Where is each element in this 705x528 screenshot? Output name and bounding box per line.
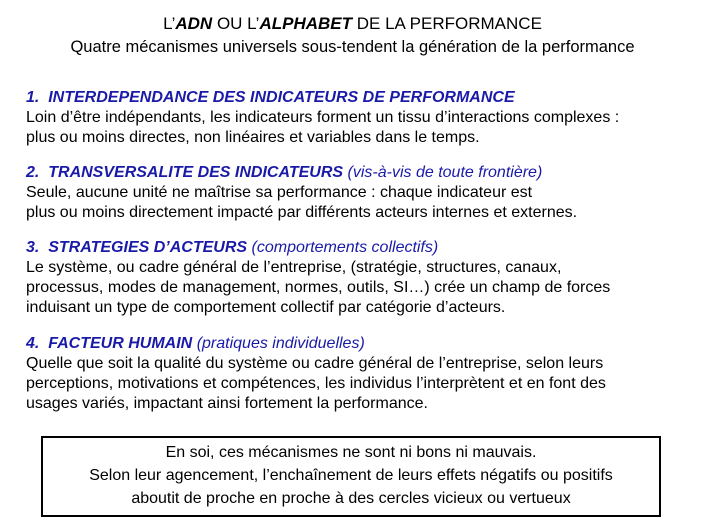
section-3 bbox=[26, 237, 696, 318]
section-heading bbox=[26, 333, 696, 354]
title-adn: ADN bbox=[175, 14, 213, 33]
title-prefix: L’ bbox=[163, 14, 176, 33]
section-text-line: processus, modes de management, normes, outils, SI…) crée un champ de forces bbox=[26, 279, 611, 296]
section-name: STRATEGIES D’ACTEURS bbox=[48, 239, 248, 256]
page-title bbox=[0, 13, 705, 35]
section-2 bbox=[26, 162, 696, 223]
section-parenthetical: (vis-à-vis de toute frontière) bbox=[347, 164, 543, 181]
section-4 bbox=[26, 333, 696, 414]
section-text-line: plus ou moins directes, non linéaires et variables dans le temps. bbox=[26, 129, 480, 146]
conclusion-box bbox=[41, 436, 661, 517]
section-text-line: induisant un type de comportement collectif par catégorie d’acteurs. bbox=[26, 299, 506, 316]
section-text-line: Le système, ou cadre général de l’entreprise, (stratégie, structures, canaux, bbox=[26, 259, 562, 276]
title-suffix: DE LA PERFORMANCE bbox=[352, 14, 542, 33]
section-name: INTERDEPENDANCE DES INDICATEURS DE PERFORMANCE bbox=[48, 89, 515, 106]
section-parenthetical: (pratiques individuelles) bbox=[196, 335, 365, 352]
section-number: 2. bbox=[26, 164, 40, 181]
section-number: 1. bbox=[26, 89, 40, 106]
section-heading bbox=[26, 87, 696, 108]
conclusion-line: En soi, ces mécanismes ne sont ni bons ni mauvais. bbox=[165, 444, 537, 461]
section-name: FACTEUR HUMAIN bbox=[48, 335, 193, 352]
page-subtitle: Quatre mécanismes universels sous-tendent la génération de la performance bbox=[70, 38, 635, 56]
section-1 bbox=[26, 87, 696, 148]
section-number: 4. bbox=[26, 335, 40, 352]
section-heading bbox=[26, 237, 696, 258]
title-alphabet: ALPHABET bbox=[259, 14, 353, 33]
section-text-line: perceptions, motivations et compétences, les individus l’interprètent et en font des bbox=[26, 375, 606, 392]
section-text-line: plus ou moins directement impacté par différents acteurs internes et externes. bbox=[26, 204, 578, 221]
section-text-line: Seule, aucune unité ne maîtrise sa performance : chaque indicateur est bbox=[26, 184, 533, 201]
section-heading bbox=[26, 162, 696, 183]
section-text-line: Loin d’être indépendants, les indicateurs forment un tissu d’interactions complexes : bbox=[26, 109, 620, 126]
conclusion-line: aboutit de proche en proche à des cercles vicieux ou vertueux bbox=[131, 490, 571, 507]
section-number: 3. bbox=[26, 239, 40, 256]
conclusion-line: Selon leur agencement, l’enchaînement de leurs effets négatifs ou positifs bbox=[89, 467, 613, 484]
section-text-line: Quelle que soit la qualité du système ou cadre général de l’entreprise, selon leurs bbox=[26, 355, 604, 372]
title-middle: OU L’ bbox=[212, 14, 260, 33]
section-parenthetical: (comportements collectifs) bbox=[251, 239, 439, 256]
section-name: TRANSVERSALITE DES INDICATEURS bbox=[48, 164, 344, 181]
section-text-line: usages variés, impactant ainsi fortement la performance. bbox=[26, 395, 428, 412]
